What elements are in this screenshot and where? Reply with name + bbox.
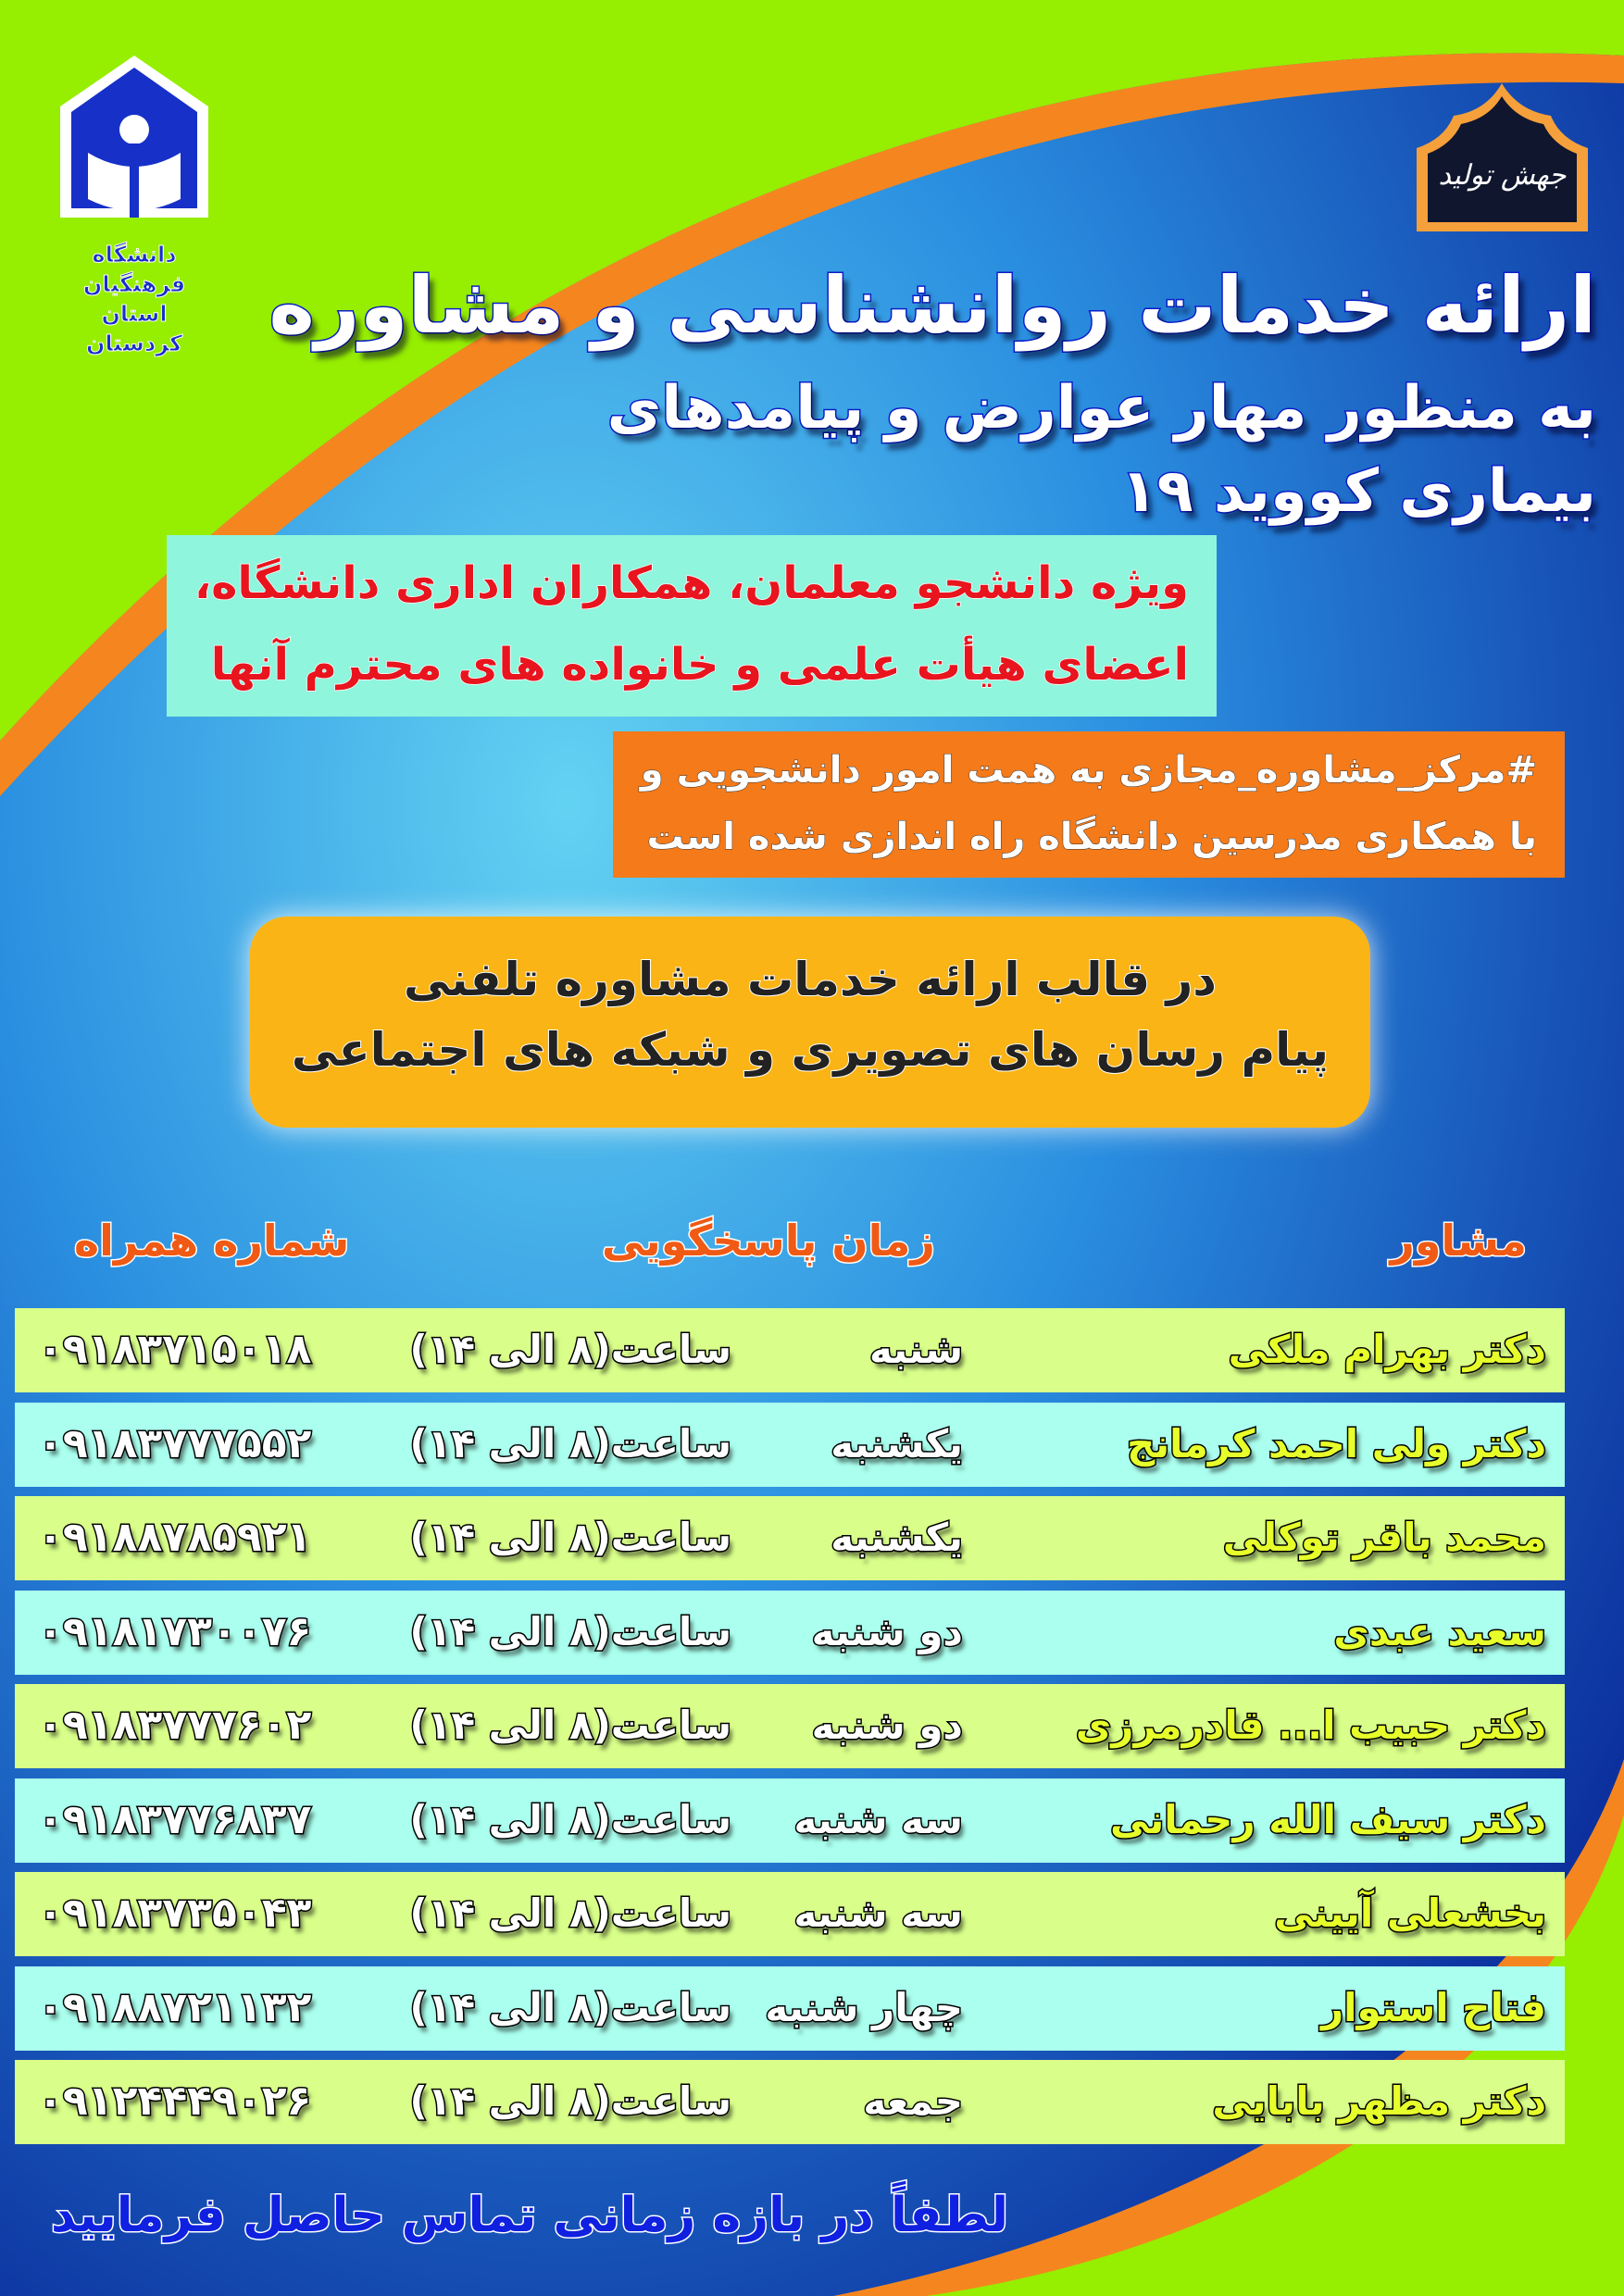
day-cell: جمعه — [863, 2078, 963, 2124]
table-row — [15, 1684, 1565, 1768]
table-row — [15, 1872, 1565, 1956]
time-cell: ساعت(۸ الی ۱۴) — [409, 2078, 731, 2124]
phone-cell: ۰۹۱۸۳۷۱۵۰۱۸ — [38, 1326, 312, 1373]
teacher-university-logo-icon — [51, 51, 218, 236]
time-cell: ساعت(۸ الی ۱۴) — [409, 1420, 731, 1466]
time-cell: ساعت(۸ الی ۱۴) — [409, 1327, 731, 1372]
counselor-name: دکتر مظهر بابایی — [1212, 2078, 1546, 2124]
counselor-name: بخشعلی آیینی — [1274, 1890, 1546, 1936]
phone-cell: ۰۹۱۸۳۷۷۷۵۵۲ — [38, 1419, 312, 1467]
emblem-text: جهش تولید — [1438, 159, 1567, 192]
table-row — [15, 1308, 1565, 1392]
subtitle-line-2: بیماری کووید ۱۹ — [1120, 457, 1596, 526]
table-row — [15, 2060, 1565, 2144]
footer-note: لطفاً در بازه زمانی تماس حاصل فرمایید — [51, 2188, 1009, 2243]
phone-cell: ۰۹۱۸۳۷۷۶۸۳۷ — [38, 1795, 312, 1843]
header-phone: شماره همراه — [74, 1216, 350, 1266]
table-row — [15, 1778, 1565, 1863]
logo-text: دانشگاه فرهنگیان استان کردستان — [82, 242, 186, 356]
counselor-name: محمد باقر توکلی — [1222, 1515, 1546, 1560]
phone-cell: ۰۹۱۸۸۷۸۵۹۲۱ — [38, 1514, 312, 1561]
phone-cell: ۰۹۱۸۱۷۳۰۰۷۶ — [38, 1607, 312, 1655]
day-cell: سه شنبه — [793, 1796, 963, 1842]
counselor-name: دکتر ولی احمد کرمانج — [1127, 1420, 1546, 1466]
counselor-name: دکتر بهرام ملکی — [1228, 1327, 1546, 1372]
header-time: زمان پاسخگویی — [602, 1216, 935, 1266]
table-row — [15, 1496, 1565, 1580]
day-cell: دو شنبه — [811, 1703, 963, 1748]
university-logo — [51, 51, 218, 356]
time-cell: ساعت(۸ الی ۱۴) — [409, 1796, 731, 1842]
day-cell: یکشنبه — [831, 1515, 963, 1560]
table-row — [15, 1591, 1565, 1675]
audience-box — [167, 535, 1217, 717]
center-note-box — [613, 731, 1565, 878]
day-cell: چهار شنبه — [765, 1984, 963, 2030]
center-note-line-2: با همکاری مدرسین دانشگاه راه اندازی شده است — [646, 816, 1537, 858]
subtitle-line-1: به منظور مهار عوارض و پیامدهای — [606, 374, 1596, 443]
format-note-line-2: پیام رسان های تصویری و شبکه های اجتماعی — [291, 1023, 1330, 1077]
day-cell: دو شنبه — [811, 1608, 963, 1654]
time-cell: ساعت(۸ الی ۱۴) — [409, 1608, 731, 1654]
time-cell: ساعت(۸ الی ۱۴) — [409, 1890, 731, 1936]
time-cell: ساعت(۸ الی ۱۴) — [409, 1703, 731, 1748]
table-row — [15, 1966, 1565, 2051]
counselor-name: فتاح استوار — [1320, 1984, 1546, 2030]
year-motto-emblem — [1412, 83, 1593, 236]
day-cell: یکشنبه — [831, 1420, 963, 1466]
counselor-name: دکتر حبیب ا... قادرمرزی — [1075, 1703, 1546, 1748]
center-note-line-1: #مرکز_مشاوره_مجازی به همت امور دانشجویی و — [640, 749, 1537, 792]
counselor-name: دکتر سیف الله رحمانی — [1109, 1796, 1546, 1842]
format-note-box — [250, 917, 1370, 1128]
day-cell: سه شنبه — [793, 1890, 963, 1936]
phone-cell: ۰۹۱۸۸۷۲۱۱۳۲ — [38, 1983, 312, 2031]
audience-line-1: ویژه دانشجو معلمان، همکاران اداری دانشگاه، — [194, 557, 1189, 609]
time-cell: ساعت(۸ الی ۱۴) — [409, 1515, 731, 1560]
table-row — [15, 1403, 1565, 1487]
time-cell: ساعت(۸ الی ۱۴) — [409, 1984, 731, 2030]
phone-cell: ۰۹۱۸۳۷۳۵۰۴۳ — [38, 1890, 312, 1937]
phone-cell: ۰۹۱۸۳۷۷۷۶۰۲ — [38, 1702, 312, 1749]
header-counselor: مشاور — [1390, 1216, 1527, 1266]
main-title: ارائه خدمات روانشناسی و مشاوره — [269, 260, 1596, 351]
format-note-line-1: در قالب ارائه خدمات مشاوره تلفنی — [404, 953, 1217, 1006]
counselor-name: سعید عبدی — [1333, 1608, 1546, 1654]
day-cell: شنبه — [868, 1327, 963, 1372]
audience-line-2: اعضای هیأت علمی و خانواده های محترم آنها — [210, 639, 1189, 691]
phone-cell: ۰۹۱۲۴۴۴۹۰۲۶ — [38, 2078, 312, 2125]
